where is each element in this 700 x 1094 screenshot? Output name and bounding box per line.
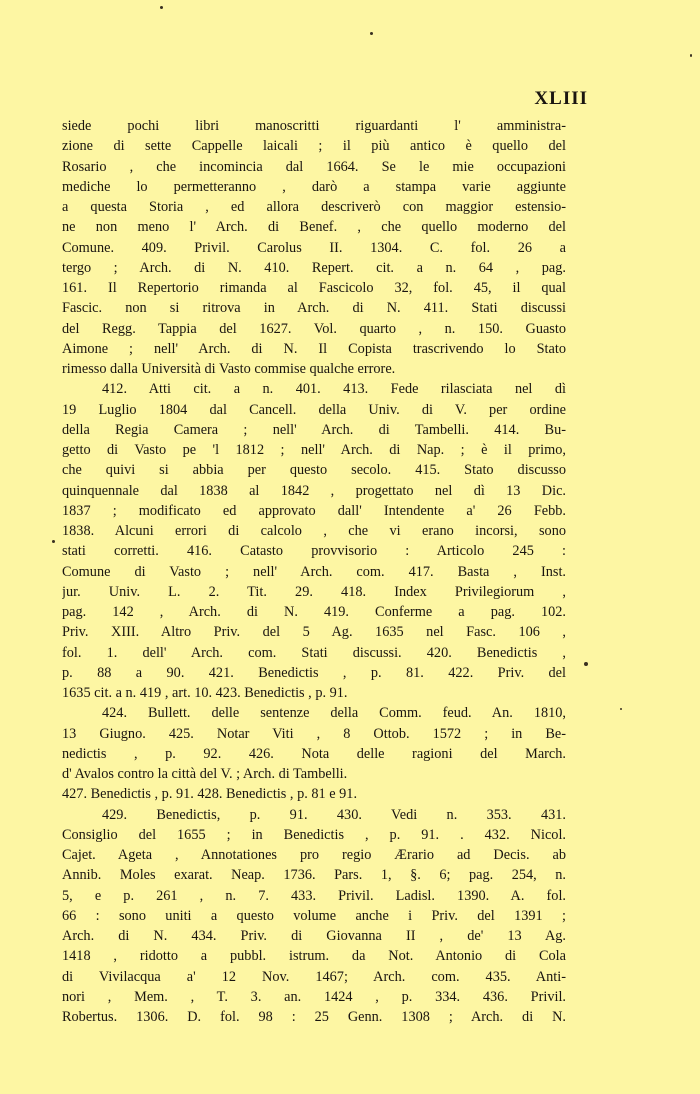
- page-number: XLIII: [534, 88, 588, 109]
- text-line: quinquennale dal 1838 al 1842 , progettato nel dì 13 Dic.: [62, 482, 566, 499]
- text-line: tergo ; Arch. di N. 410. Repert. cit. a n. 64 , pag.: [62, 259, 566, 276]
- text-line: nori , Mem. , T. 3. an. 1424 , p. 334. 436. Privil.: [62, 988, 566, 1005]
- text-line: che quivi si abbia per questo secolo. 415. Stato discusso: [62, 462, 566, 479]
- text-line: 429. Benedictis, p. 91. 430. Vedi n. 353. 431.: [102, 806, 566, 823]
- text-line: Comune. 409. Privil. Carolus II. 1304. C. fol. 26 a: [62, 239, 566, 256]
- text-line: 424. Bullett. delle sentenze della Comm. feud. An. 1810,: [102, 705, 566, 722]
- text-line: stati corretti. 416. Catasto provvisorio : Articolo 245 :: [62, 543, 566, 560]
- text-line: Rosario , che incomincia dal 1664. Se le mie occupazioni: [62, 158, 566, 175]
- ink-speck: [584, 662, 588, 666]
- text-line: 1837 ; modificato ed approvato dall' Intendente a' 26 Febb.: [62, 502, 566, 519]
- text-line: Comune di Vasto ; nell' Arch. com. 417. Basta , Inst.: [62, 563, 566, 580]
- text-line: Cajet. Ageta , Annotationes pro regio Ærario ad Decis. ab: [62, 847, 566, 863]
- text-line: fol. 1. dell' Arch. com. Stati discussi. 420. Benedictis ,: [62, 644, 566, 661]
- text-line: Robertus. 1306. D. fol. 98 : 25 Genn. 1308 ; Arch. di N.: [62, 1009, 566, 1025]
- text-line: 13 Giugno. 425. Notar Viti , 8 Ottob. 1572 ; in Be-: [62, 725, 566, 742]
- text-line: 427. Benedictis , p. 91. 428. Benedictis , p. 81 e 91.: [62, 786, 358, 803]
- text-line: siede pochi libri manoscritti riguardanti l' amministra-: [62, 118, 566, 134]
- text-line: 1838. Alcuni errori di calcolo , che vi erano incorsi, sono: [62, 523, 566, 539]
- text-line: rimesso dalla Università di Vasto commise qualche errore.: [62, 361, 396, 377]
- text-line: nedictis , p. 92. 426. Nota delle ragioni del March.: [62, 745, 566, 762]
- body-text: [62, 116, 566, 1027]
- text-line: 5, e p. 261 , n. 7. 433. Privil. Ladisl. 1390. A. fol.: [62, 887, 566, 904]
- text-line: Fascic. non si ritrova in Arch. di N. 411. Stati discussi: [62, 300, 566, 317]
- text-line: Arch. di N. 434. Priv. di Giovanna II , de' 13 Ag.: [62, 928, 566, 944]
- text-line: del Regg. Tappia del 1627. Vol. quarto , n. 150. Guasto: [62, 320, 566, 337]
- text-line: 412. Atti cit. a n. 401. 413. Fede rilasciata nel dì: [102, 381, 566, 398]
- ink-speck: [620, 708, 622, 710]
- text-line: Aimone ; nell' Arch. di N. Il Copista trascrivendo lo Stato: [62, 340, 566, 357]
- text-line: Priv. XIII. Altro Priv. del 5 Ag. 1635 nel Fasc. 106 ,: [62, 624, 566, 641]
- text-line: Annib. Moles exarat. Neap. 1736. Pars. 1, §. 6; pag. 254, n.: [62, 867, 566, 884]
- text-line: p. 88 a 90. 421. Benedictis , p. 81. 422. Priv. del: [62, 664, 566, 681]
- text-line: 1635 cit. a n. 419 , art. 10. 423. Benedictis , p. 91.: [62, 685, 348, 701]
- text-line: jur. Univ. L. 2. Tit. 29. 418. Index Privilegiorum ,: [62, 583, 566, 600]
- text-line: d' Avalos contro la città del V. ; Arch. di Tambelli.: [62, 766, 348, 782]
- text-line: getto di Vasto pe 'l 1812 ; nell' Arch. di Nap. ; è il primo,: [62, 442, 566, 458]
- text-line: mediche lo permetteranno , darò a stampa varie aggiunte: [62, 178, 566, 195]
- text-line: a questa Storia , ed allora descriverò con maggior estensio-: [62, 199, 566, 215]
- text-line: zione di sette Cappelle laicali ; il più antico è quello del: [62, 138, 566, 155]
- ink-speck: [160, 6, 163, 9]
- text-line: della Regia Camera ; nell' Arch. di Tambelli. 414. Bu-: [62, 421, 566, 438]
- text-line: 19 Luglio 1804 dal Cancell. della Univ. di V. per ordine: [62, 401, 566, 418]
- text-line: 1418 , ridotto a pubbl. istrum. da Not. Antonio di Cola: [62, 948, 566, 965]
- text-line: 161. Il Repertorio rimanda al Fascicolo 32, fol. 45, il qual: [62, 280, 566, 296]
- text-line: pag. 142 , Arch. di N. 419. Conferme a pag. 102.: [62, 604, 566, 620]
- ink-speck: [52, 540, 55, 543]
- text-line: di Vivilacqua a' 12 Nov. 1467; Arch. com. 435. Anti-: [62, 968, 566, 985]
- ink-speck: [370, 32, 373, 35]
- text-line: ne non meno l' Arch. di Benef. , che quello moderno del: [62, 219, 566, 236]
- ink-speck: [690, 54, 692, 57]
- text-line: 66 : sono uniti a questo volume anche i Priv. del 1391 ;: [62, 907, 566, 924]
- text-line: Consiglio del 1655 ; in Benedictis , p. 91. . 432. Nicol.: [62, 826, 566, 843]
